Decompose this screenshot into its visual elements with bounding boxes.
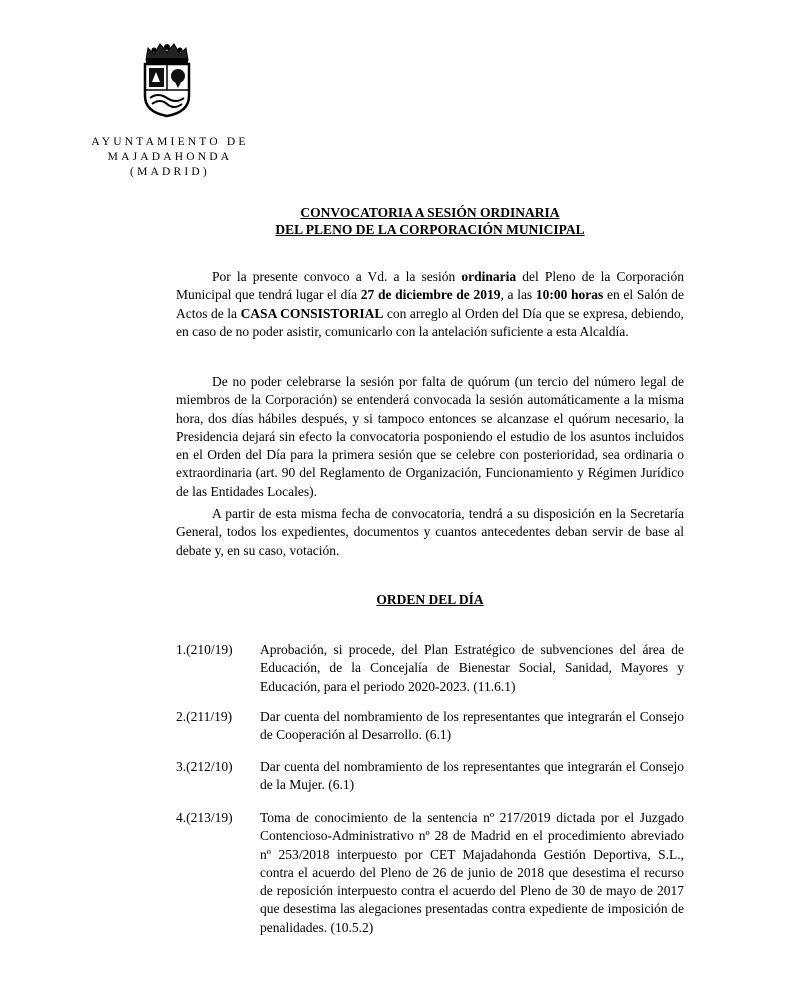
p1-date: 27 de diciembre de 2019 <box>360 287 501 303</box>
org-city: MAJADAHONDA <box>107 151 233 163</box>
agenda-item <box>176 708 684 745</box>
org-name: AYUNTAMIENTO DE <box>91 136 249 148</box>
agenda-item-text: Toma de conocimiento de la sentencia nº 217/2019 dictada por el Juzgado Contencioso-Administrativo nº 28 de Madrid en el procedimiento abreviado nº 253/2018 interpuesto por CET Majadahonda Gestión Deportiva, S.L., contra el acuerdo del Pleno de 26 de junio de 2018 que desestima el recurso de reposición interpuesto contra el acuerdo del Pleno de 30 de mayo de 2017 que desestima las alegaciones presentadas contra expediente de imposición de penalidades. (10.5.2) <box>260 810 684 935</box>
p1-text-1: Por la presente convoco a Vd. a la sesión <box>212 269 462 284</box>
coat-of-arms-icon <box>138 38 196 118</box>
agenda-item-text: Aprobación, si procede, del Plan Estratégico de subvenciones del área de Educación, de la Concejalía de Bienestar Social, Sanidad, Mayores y Educación, para el periodo 2020-2023. (11.6.1) <box>260 642 684 694</box>
agenda-item <box>176 758 684 795</box>
document-title <box>176 204 684 238</box>
agenda-item <box>176 641 684 696</box>
title-line-1: CONVOCATORIA A SESIÓN ORDINARIA <box>300 205 560 220</box>
p1-venue: CASA CONSISTORIAL <box>240 305 384 321</box>
p1-text-4: en el Salón de Actos de la <box>176 287 685 321</box>
org-province: (MADRID) <box>130 166 210 178</box>
organization-header <box>80 135 260 180</box>
agenda-item-number: 4.(213/19) <box>176 810 233 825</box>
agenda-item-number: 1.(210/19) <box>176 642 233 657</box>
p1-text-5: con arreglo al Orden del Día que se expresa, debiendo, en caso de no poder asistir, comunicarlo con la antelación suficiente a esta Alcaldía. <box>176 305 684 339</box>
paragraph-documents: A partir de esta misma fecha de convocatoria, tendrá a su disposición en la Secretaría General, todos los expedientes, documentos y cuantos antecedentes deban servir de base al debate y, en su caso, votación. <box>176 506 684 558</box>
p1-time: 10:00 horas <box>535 287 604 303</box>
agenda-item-number: 3.(212/10) <box>176 759 233 774</box>
agenda-item-number: 2.(211/19) <box>176 709 233 724</box>
agenda-item <box>176 809 684 937</box>
title-line-2: DEL PLENO DE LA CORPORACIÓN MUNICIPAL <box>275 222 585 237</box>
p1-text-3: , a las <box>500 287 536 303</box>
agenda-title: ORDEN DEL DÍA <box>376 592 484 607</box>
p1-session-type: ordinaria <box>461 269 517 284</box>
agenda-item-text: Dar cuenta del nombramiento de los representantes que integrarán el Consejo de Cooperación al Desarrollo. (6.1) <box>260 709 684 743</box>
paragraph-convocation <box>176 268 684 341</box>
paragraph-quorum: De no poder celebrarse la sesión por falta de quórum (un tercio del número legal de miembros de la Corporación) se entenderá convocada la sesión automáticamente a la misma hora, dos días hábiles después, y si tampoco entonces se alcanzase el quórum necesario, la Presidencia dejará sin efecto la convocatoria posponiendo el estudio de los asuntos incluidos en el Orden del Día para la primera sesión que se celebre con posterioridad, sea ordinaria o extraordinaria (art. 90 del Reglamento de Organización, Funcionamiento y Régimen Jurídico de las Entidades Locales). <box>176 374 684 499</box>
p1-text-2: del Pleno de la Corporación Municipal que tendrá lugar el día <box>176 269 684 303</box>
agenda-item-text: Dar cuenta del nombramiento de los representantes que integrarán el Consejo de la Mujer. (6.1) <box>260 759 684 793</box>
